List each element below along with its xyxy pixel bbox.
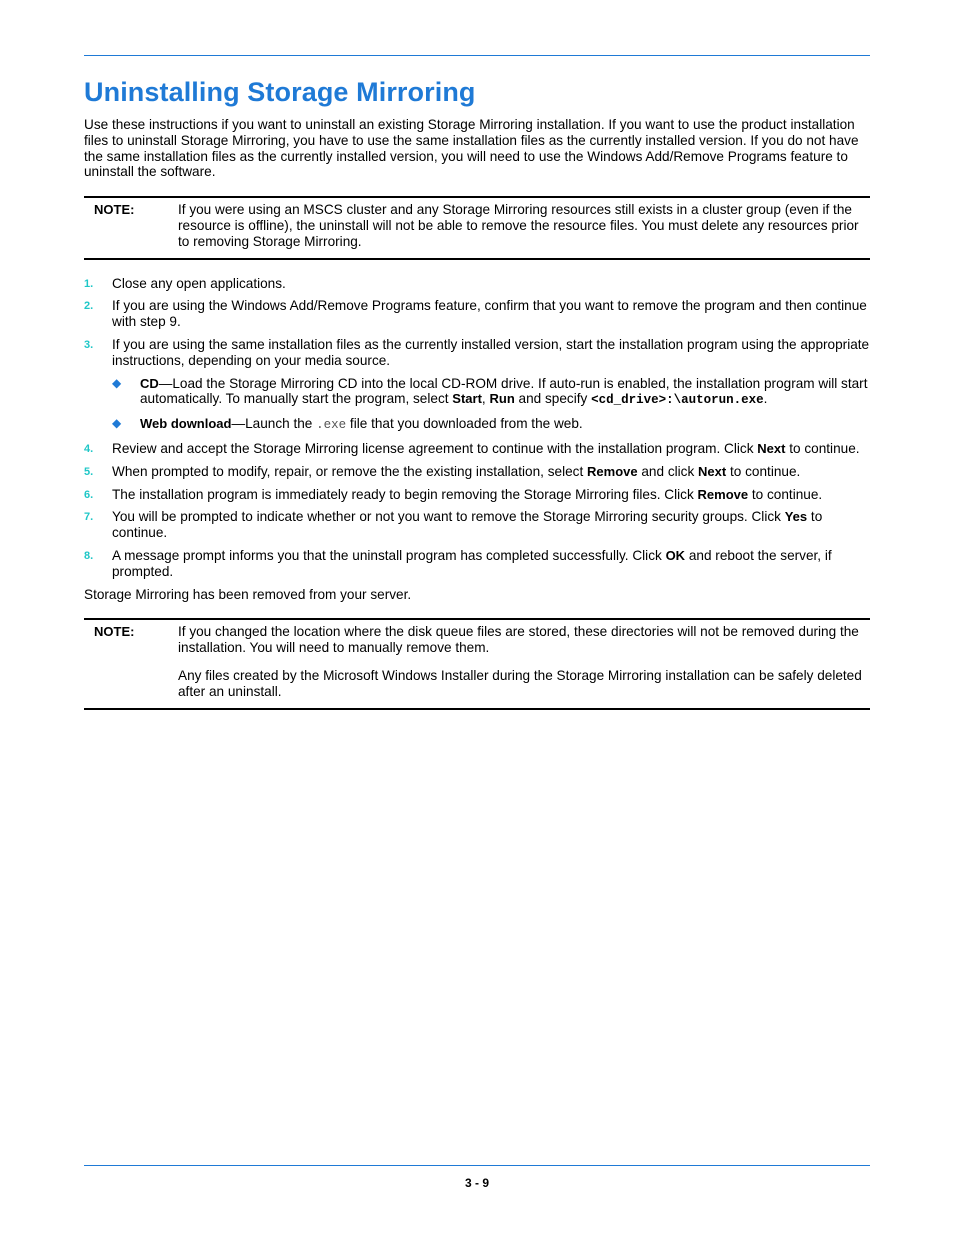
page-number: 3 - 9: [464, 1176, 489, 1190]
list-item: [84, 441, 870, 457]
list-item: [112, 416, 870, 434]
step-text: A message prompt informs you that the uninstall program has completed successfully. Click: [112, 547, 666, 563]
exe-extension: .exe: [316, 418, 347, 433]
step-number: 8.: [84, 549, 94, 562]
separator: ,: [481, 391, 490, 407]
step-text-end: to continue.: [726, 463, 801, 479]
step-text-end: to continue.: [112, 509, 823, 541]
header-rule: [84, 55, 870, 56]
cd-text-2: and specify: [514, 391, 592, 407]
run-label: Run: [489, 391, 515, 407]
page-title: Uninstalling Storage Mirroring: [84, 77, 476, 107]
step-number: 5.: [84, 465, 94, 478]
yes-label: Yes: [784, 509, 808, 525]
note-paragraph: If you changed the location where the disk queue files are stored, these directories will not be removed during the installation. You will need to manually remove them.: [178, 624, 859, 656]
list-item: [112, 376, 870, 410]
diamond-icon: ◆: [112, 375, 122, 390]
intro-paragraph: Use these instructions if you want to uninstall an existing Storage Mirroring installation. If you want to use the product installation files to uninstall Storage Mirroring, you have to use the same installation files as the currently installed version. If you do not have the same installation files as the currently installed version, you will need to use the Windows Add/Remove Programs feature to uninstall the software.: [84, 117, 859, 180]
note-text: [178, 624, 870, 699]
cd-text: —Load the Storage Mirroring CD into the local CD-ROM drive. If auto-run is enabled, the installation program will start automatically. To manually start the program, select: [140, 375, 868, 407]
list-item: [84, 509, 870, 541]
step-text: When prompted to modify, repair, or remove the the existing installation, select: [112, 463, 588, 479]
next-label: Next: [698, 463, 727, 479]
step-text-end: to continue.: [785, 440, 860, 456]
cd-text-end: .: [763, 391, 768, 407]
step-text: You will be prompted to indicate whether or not you want to remove the Storage Mirroring security groups. Click: [112, 509, 785, 525]
note-box: [84, 618, 870, 709]
remove-label: Remove: [587, 463, 638, 479]
list-item: [84, 276, 870, 292]
step-text: Review and accept the Storage Mirroring license agreement to continue with the installation program. Click: [112, 440, 758, 456]
step-text-mid: and click: [637, 463, 699, 479]
step-text: The installation program is immediately ready to begin removing the Storage Mirroring files. Click: [112, 486, 698, 502]
autorun-path: <cd_drive>:\autorun.exe: [591, 393, 764, 408]
step-text: Close any open applications.: [112, 275, 286, 291]
note-box: [84, 196, 870, 259]
list-item: [84, 548, 870, 580]
page-content: [84, 117, 870, 710]
list-item: [84, 464, 870, 480]
step-text: If you are using the Windows Add/Remove Programs feature, confirm that you want to remove the program and then continue with step 9.: [112, 298, 867, 330]
step-text-end: to continue.: [748, 486, 823, 502]
cd-label: CD: [140, 375, 159, 391]
note-label: NOTE:: [94, 202, 135, 218]
steps-list: [84, 276, 870, 580]
note-label: NOTE:: [94, 624, 135, 640]
media-source-list: [112, 376, 870, 434]
step-number: 6.: [84, 488, 94, 501]
diamond-icon: ◆: [112, 416, 122, 431]
list-item: [84, 298, 870, 330]
note-paragraph: Any files created by the Microsoft Windows Installer during the Storage Mirroring installation can be safely deleted after an uninstall.: [178, 667, 862, 699]
step-number: 4.: [84, 442, 94, 455]
next-label: Next: [757, 440, 786, 456]
web-text-2: file that you downloaded from the web.: [346, 416, 583, 432]
web-text: —Launch the: [231, 416, 317, 432]
web-download-label: Web download: [140, 416, 232, 432]
remove-label: Remove: [697, 486, 749, 502]
ok-label: OK: [665, 547, 686, 563]
step-number: 1.: [84, 277, 94, 290]
step-number: 3.: [84, 338, 94, 351]
start-label: Start: [452, 391, 482, 407]
note-text: [178, 202, 870, 249]
step-text: If you are using the same installation files as the currently installed version, start the installation program using the appropriate instructions, depending on your media source.: [112, 336, 870, 368]
list-item: [84, 337, 870, 434]
step-text-end: and reboot the server, if prompted.: [112, 547, 832, 579]
step-number: 2.: [84, 300, 94, 313]
footer-rule: [84, 1165, 870, 1166]
note-paragraph: If you were using an MSCS cluster and any Storage Mirroring resources still exists in a cluster group (even if the resource is offline), the uninstall will not be able to remove the resource files. You must delete any resources prior to removing Storage Mirroring.: [178, 202, 859, 249]
outro-paragraph: Storage Mirroring has been removed from your server.: [84, 586, 412, 602]
step-number: 7.: [84, 511, 94, 524]
list-item: [84, 487, 870, 503]
